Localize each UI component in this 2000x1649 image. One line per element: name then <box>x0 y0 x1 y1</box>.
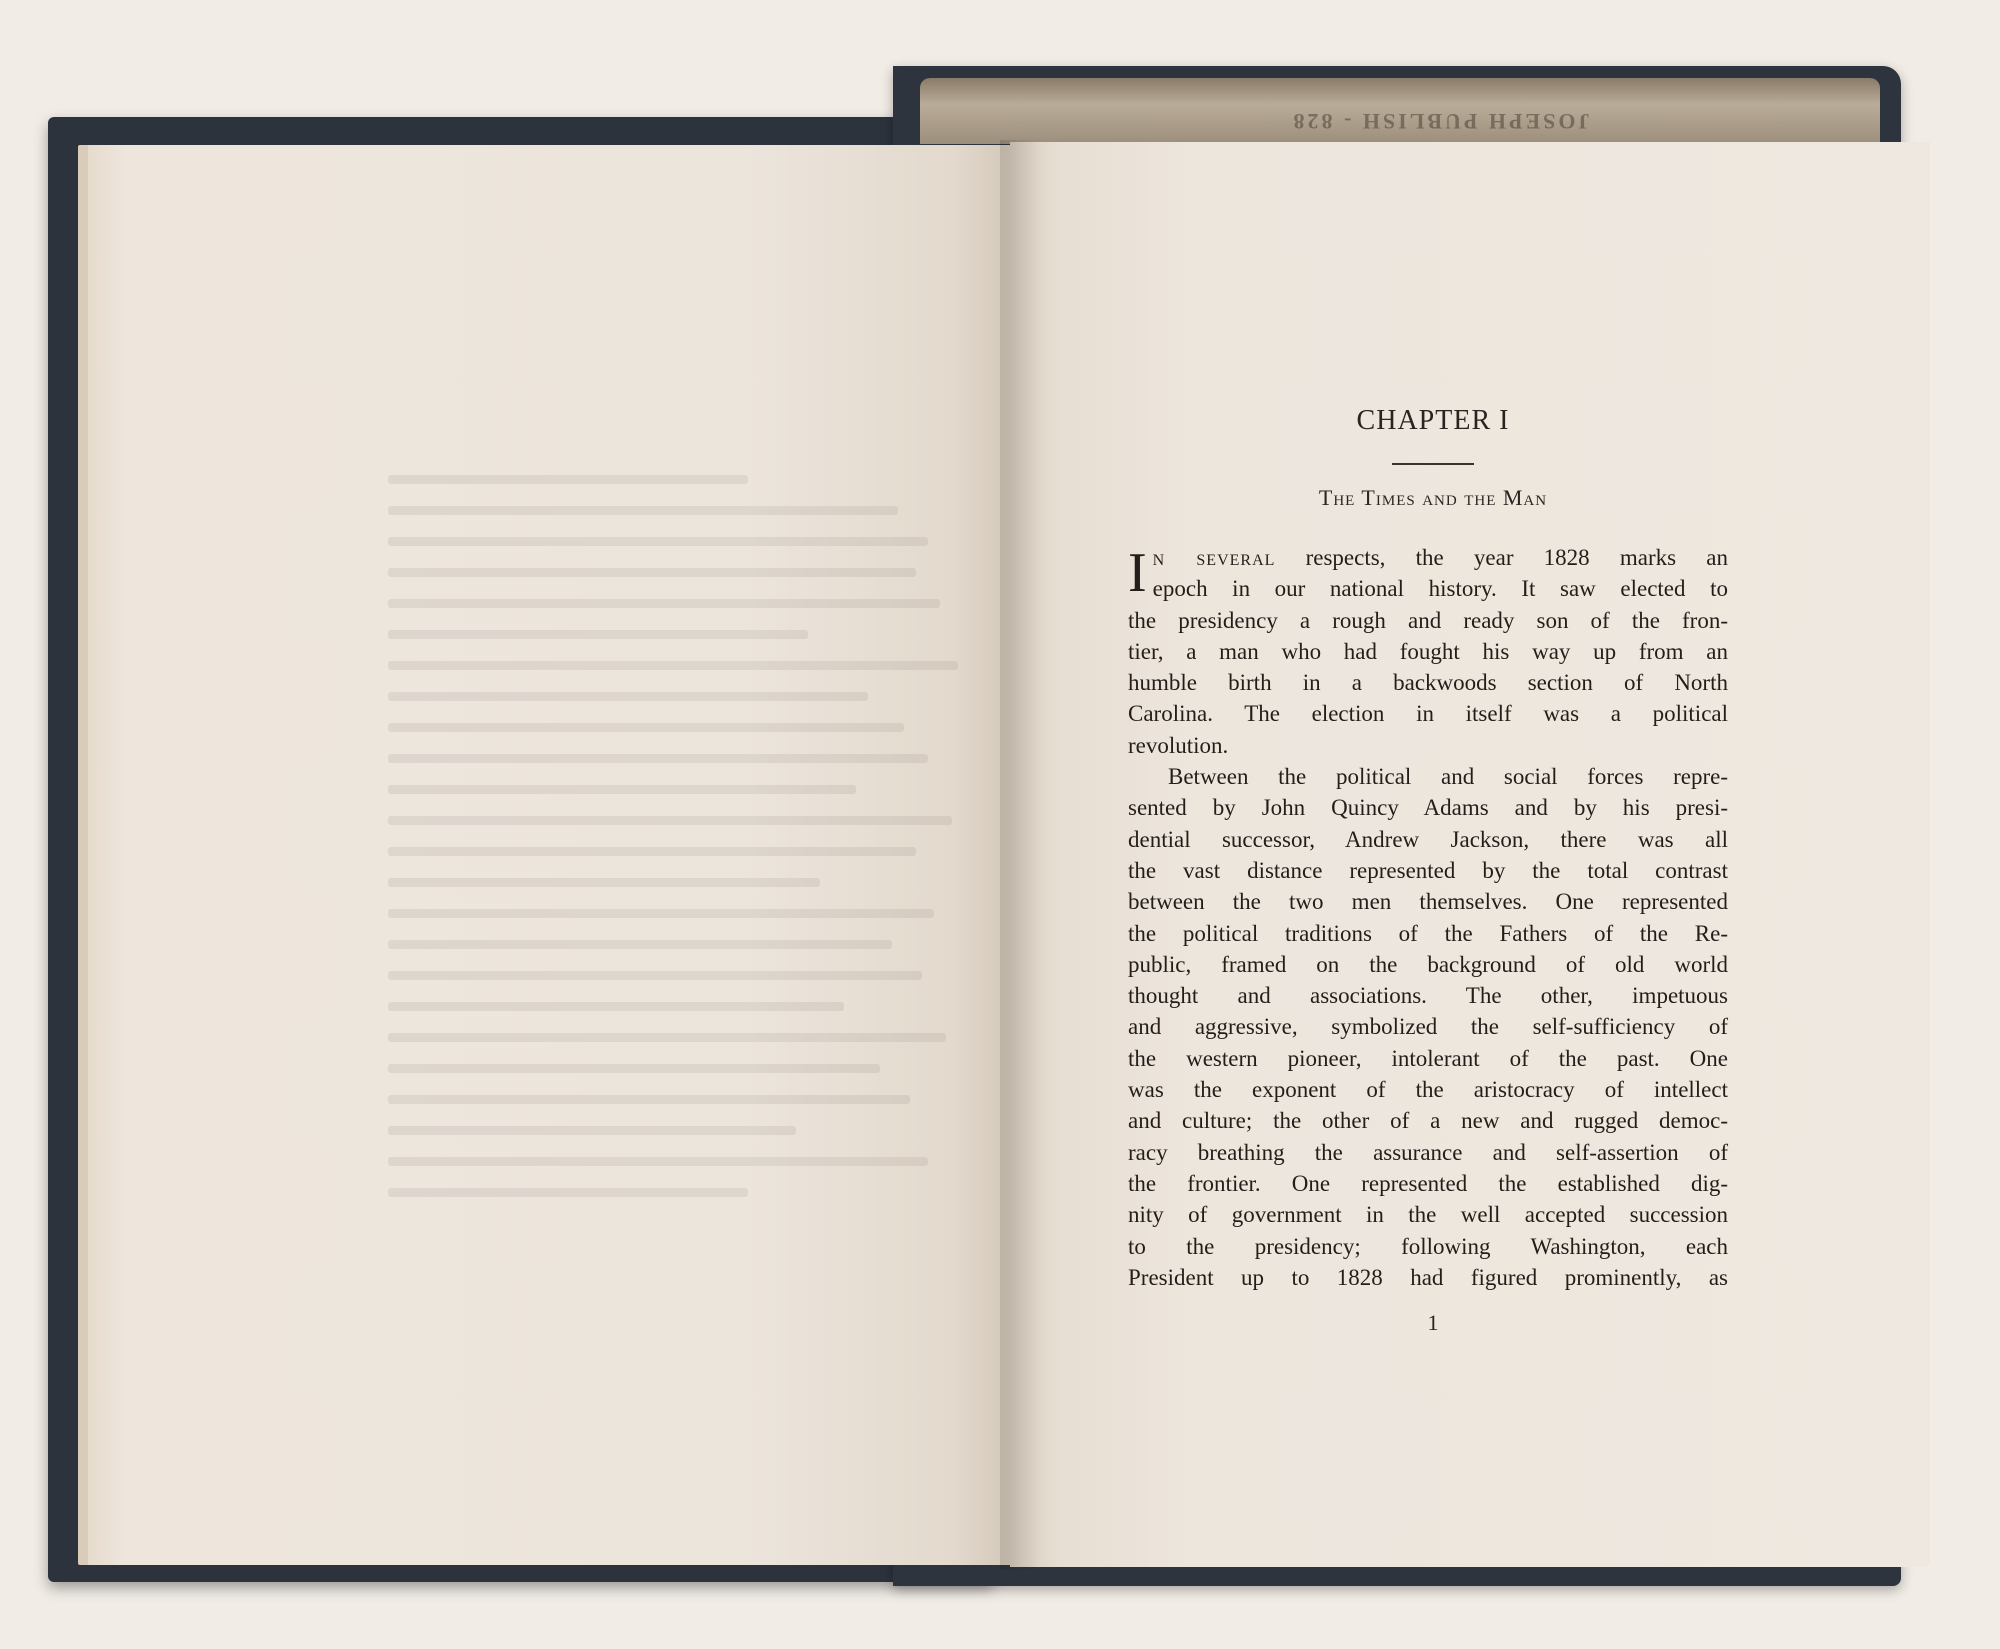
small-caps-opening: n several <box>1152 545 1276 570</box>
chapter-body-text <box>1128 542 1728 1293</box>
text-line: sented by John Quincy Adams and by his presi- <box>1128 795 1728 821</box>
chapter-heading: CHAPTER I <box>1356 405 1510 436</box>
text-line: Between the political and social forces repre- <box>1168 764 1728 790</box>
spine-shadow <box>1000 140 1040 1570</box>
chapter-subtitle: The Times and the Man <box>1318 485 1548 510</box>
show-through-text <box>388 475 988 1425</box>
text-line: revolution. <box>1128 732 1229 758</box>
text-line: President up to 1828 had figured prominently, as <box>1128 1264 1728 1290</box>
drop-cap: I <box>1128 542 1147 604</box>
text-line: and aggressive, symbolized the self-sufficiency of <box>1128 1014 1728 1040</box>
text-line: thought and associations. The other, impetuous <box>1128 983 1728 1009</box>
text-line: dential successor, Andrew Jackson, there was all <box>1128 826 1728 852</box>
text-line: to the presidency; following Washington, each <box>1128 1233 1728 1259</box>
text-line: tier, a man who had fought his way up from an <box>1128 638 1728 664</box>
text-line: n several respects, the year 1828 marks an <box>1152 545 1728 570</box>
left-page-blank[interactable] <box>78 145 1028 1565</box>
text-line: the western pioneer, intolerant of the past. One <box>1128 1045 1728 1071</box>
text-line: epoch in our national history. It saw elected to <box>1152 576 1728 602</box>
text-line: the vast distance represented by the total contrast <box>1128 857 1728 883</box>
text-line: Carolina. The election in itself was a political <box>1128 701 1728 727</box>
text-line: the frontier. One represented the established dig- <box>1128 1170 1728 1196</box>
text-line: the presidency a rough and ready son of the fron- <box>1128 607 1728 633</box>
chapter-rule <box>1392 463 1474 465</box>
text-line: humble birth in a backwoods section of North <box>1128 670 1728 696</box>
text-line: racy breathing the assurance and self-assertion of <box>1128 1139 1728 1165</box>
edge-lettering: JOSEPH PUBLISH - 828 <box>1290 109 1590 134</box>
text-line: was the exponent of the aristocracy of intellect <box>1128 1077 1728 1103</box>
text-line: public, framed on the background of old world <box>1128 951 1728 977</box>
text-line: nity of government in the well accepted succession <box>1128 1202 1728 1228</box>
text-line: and culture; the other of a new and rugged democ- <box>1128 1108 1728 1134</box>
text-line: between the two men themselves. One represented <box>1128 889 1728 915</box>
text-line: the political traditions of the Fathers of the Re- <box>1128 920 1728 946</box>
page-number: 1 <box>1427 1310 1439 1335</box>
